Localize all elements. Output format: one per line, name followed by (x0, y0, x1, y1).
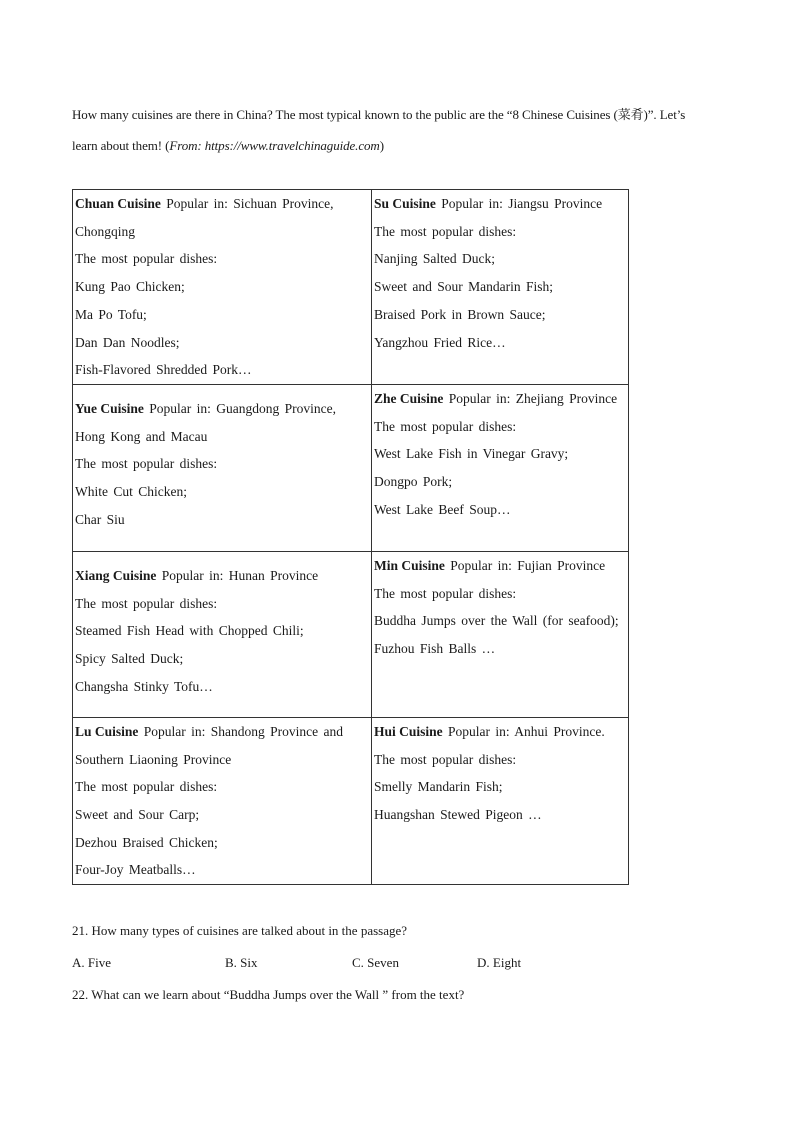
table-row (73, 384, 629, 551)
cuisine-cell-hui (372, 717, 629, 884)
dish-item: Dezhou Braised Chicken; (75, 834, 218, 850)
intro-source: From: https://www.travelchinaguide.com (169, 138, 380, 153)
cuisine-cell-xiang (73, 551, 372, 717)
dish-item: Nanjing Salted Duck; (374, 251, 495, 267)
cuisine-popular: Popular in: Hunan Province (156, 567, 319, 583)
intro-text-end: ) (379, 138, 384, 153)
cuisine-popular: Popular in: Guangdong Province, Hong Kong and Macau (75, 400, 337, 444)
dishes-heading: The most popular dishes: (374, 751, 517, 767)
cuisine-name: Chuan Cuisine (75, 196, 161, 211)
cuisine-name: Zhe Cuisine (374, 390, 444, 406)
question-22 (72, 979, 712, 1011)
cuisine-cell-su (372, 190, 629, 385)
dishes-heading: The most popular dishes: (75, 779, 218, 795)
dish-item: Fuzhou Fish Balls … (374, 641, 496, 657)
intro-text: How many cuisines are there in China? The most typical known to the public are the “8 Chinese Cuisines (菜肴)”. Let’s learn about them! ( (72, 107, 686, 153)
dishes-heading: The most popular dishes: (374, 223, 517, 239)
question-number: 21. (72, 923, 89, 938)
cuisine-name: Xiang Cuisine (75, 567, 157, 583)
cuisine-popular: Popular in: Sichuan Province, Chongqing (75, 196, 334, 239)
dish-item: Four-Joy Meatballs… (75, 862, 196, 878)
dish-item: Sweet and Sour Carp; (75, 807, 200, 823)
intro-paragraph (72, 99, 712, 161)
dishes-heading: The most popular dishes: (374, 418, 517, 434)
option-c: C. Seven (352, 955, 399, 970)
cuisine-cell-min (372, 551, 629, 717)
cuisine-popular: Popular in: Fujian Province (444, 557, 606, 573)
dishes-heading: The most popular dishes: (75, 595, 218, 611)
questions-section (72, 915, 712, 1011)
cuisine-cell-chuan (73, 190, 372, 385)
dish-item: Dongpo Pork; (374, 474, 453, 490)
option-d: D. Eight (477, 955, 522, 970)
dish-item: Fish-Flavored Shredded Pork… (75, 362, 252, 378)
cuisine-cell-yue (73, 384, 372, 551)
cuisines-table (72, 189, 629, 885)
dish-item: Steamed Fish Head with Chopped Chili; (75, 623, 304, 639)
table-row (73, 717, 629, 884)
dish-item: West Lake Beef Soup… (374, 501, 511, 517)
dish-item: Changsha Stinky Tofu… (75, 678, 213, 694)
dish-item: Smelly Mandarin Fish; (374, 779, 503, 795)
cuisine-name: Lu Cuisine (75, 723, 139, 739)
dish-item: Yangzhou Fried Rice… (374, 334, 506, 350)
dishes-heading: The most popular dishes: (75, 251, 218, 267)
question-21 (72, 915, 712, 947)
cuisine-popular: Popular in: Zhejiang Province (443, 390, 618, 406)
dish-item: Ma Po Tofu; (75, 306, 147, 322)
option-b: B. Six (225, 955, 258, 970)
dishes-heading: The most popular dishes: (374, 585, 517, 601)
question-text: What can we learn about “Buddha Jumps over the Wall ” from the text? (88, 987, 465, 1002)
cuisine-name: Yue Cuisine (75, 400, 144, 416)
dish-item: Braised Pork in Brown Sauce; (374, 306, 546, 322)
cuisine-cell-lu (73, 717, 372, 884)
cuisine-name: Su Cuisine (374, 196, 436, 211)
table-row (73, 190, 629, 385)
table-row (73, 551, 629, 717)
dish-item: Dan Dan Noodles; (75, 334, 180, 350)
cuisine-cell-zhe (372, 384, 629, 551)
dish-item: White Cut Chicken; (75, 484, 187, 500)
cuisine-popular: Popular in: Anhui Province. (442, 723, 605, 739)
dish-item: Kung Pao Chicken; (75, 279, 185, 295)
cuisine-name: Min Cuisine (374, 557, 445, 573)
question-number: 22. (72, 987, 89, 1002)
option-a: A. Five (72, 955, 111, 970)
cuisine-popular: Popular in: Jiangsu Province (435, 196, 603, 211)
cuisine-popular: Popular in: Shandong Province and Southern Liaoning Province (75, 723, 344, 767)
dish-item: West Lake Fish in Vinegar Gravy; (374, 446, 569, 462)
dish-item: Sweet and Sour Mandarin Fish; (374, 279, 553, 295)
cuisine-name: Hui Cuisine (374, 723, 443, 739)
dishes-heading: The most popular dishes: (75, 456, 218, 472)
answer-options (72, 947, 712, 979)
dish-item: Huangshan Stewed Pigeon … (374, 807, 542, 823)
dish-item: Buddha Jumps over the Wall (for seafood); (374, 613, 619, 629)
dish-item: Char Siu (75, 511, 125, 527)
dish-item: Spicy Salted Duck; (75, 651, 184, 667)
question-text: How many types of cuisines are talked about in the passage? (88, 923, 408, 938)
